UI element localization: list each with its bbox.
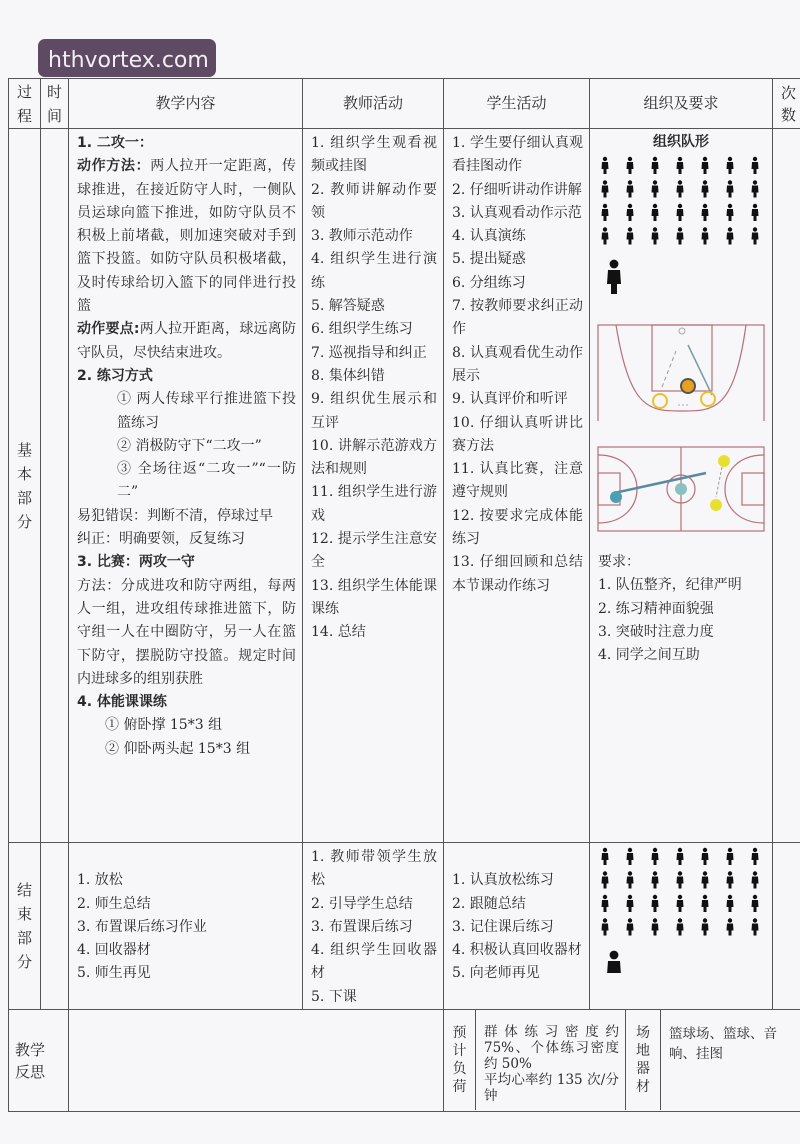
- requirement-item: 2. 练习精神面貌强: [598, 600, 714, 617]
- end-content-item: 1. 放松: [77, 872, 123, 889]
- student-activity-item: 3. 认真观看动作示范: [452, 204, 582, 221]
- student-activity-item: 13. 仔细回顾和总结本节课动作练习: [452, 554, 583, 594]
- student-icon: [752, 895, 759, 912]
- end-content-item: 4. 回收器材: [77, 942, 151, 959]
- reflection-details: [444, 1010, 800, 1112]
- end-content-item: 3. 布置课后练习作业: [77, 918, 207, 935]
- student-activity-item: 1. 学生要仔细认真观看挂图动作: [452, 135, 583, 175]
- student-icon: [602, 895, 609, 912]
- student-icon: [627, 228, 634, 245]
- student-icon: [677, 157, 684, 174]
- content-text: ② 仰卧两头起 15*3 组: [105, 740, 251, 757]
- student-icon: [652, 204, 659, 221]
- end-teacher-item: 1. 教师带领学生放松: [311, 849, 437, 889]
- watermark: hthvortex.com: [38, 39, 216, 77]
- student-icon: [627, 848, 634, 865]
- teacher-activity-item: 5. 解答疑惑: [311, 298, 385, 315]
- student-activity-item: 7. 按教师要求纠正动作: [452, 298, 583, 338]
- student-icon: [652, 181, 659, 198]
- student-icon: [752, 228, 759, 245]
- requirement-item: 4. 同学之间互助: [598, 647, 700, 664]
- end-student-item: 5. 向老师再见: [452, 965, 540, 982]
- student-icon: [702, 204, 709, 221]
- full-court-diagram-icon: [590, 443, 773, 535]
- student-activity-item: 11. 认真比赛，注意遵守规则: [452, 461, 583, 501]
- basic-teacher: [303, 129, 444, 843]
- student-icon: [752, 157, 759, 174]
- header-teacher: 教师活动: [303, 79, 444, 129]
- content-line: [77, 551, 296, 574]
- content-line: [77, 575, 296, 691]
- content-heading: 动作要点:: [77, 321, 140, 338]
- student-icon: [727, 228, 734, 245]
- basic-section-label: 基 本 部 分: [9, 129, 41, 843]
- content-line: [77, 714, 296, 737]
- student-activity-item: 2. 仔细听讲动作讲解: [452, 181, 582, 198]
- end-count: [773, 843, 800, 1010]
- teacher-activity-item: 11. 组织学生进行游戏: [311, 484, 437, 524]
- teacher-icon: [607, 951, 621, 973]
- student-icon: [702, 228, 709, 245]
- student-icon: [652, 228, 659, 245]
- student-icon: [752, 918, 759, 935]
- student-icon: [677, 204, 684, 221]
- end-section-label: 结 束 部 分: [9, 843, 41, 1010]
- end-student-item: 4. 积极认真回收器材: [452, 942, 582, 959]
- half-court-diagram-icon: [590, 321, 773, 421]
- content-text: 易犯错误：判断不清，停球过早: [77, 507, 273, 524]
- end-content-item: 5. 师生再见: [77, 965, 151, 982]
- student-icon: [727, 918, 734, 935]
- equipment-label: 场 地 器 材: [626, 1010, 661, 1110]
- student-icon: [727, 895, 734, 912]
- load-label: 预 计 负 荷: [444, 1010, 476, 1110]
- header-row: [9, 79, 800, 129]
- end-teacher-item: 5. 下课: [311, 988, 357, 1005]
- teacher-icon: [607, 260, 621, 294]
- content-line: [77, 155, 296, 318]
- reflection-row: [9, 1010, 800, 1112]
- teacher-activity-item: 6. 组织学生练习: [311, 321, 413, 338]
- student-icon: [602, 181, 609, 198]
- teacher-activity-item: 7. 巡视指导和纠正: [311, 344, 427, 361]
- content-line: [77, 691, 296, 714]
- content-text: 两人拉开一定距离，传球推进，在接近防守人时，一侧队员运球向篮下推进，如防守队员不积极上前堵截，则加速突破对手到篮下投篮。如防守队员积极堵截，及时传球给切入篮下的同伴进行投篮: [77, 158, 297, 315]
- student-icon: [727, 871, 734, 888]
- student-icon: [602, 157, 609, 174]
- content-text: 2. 练习方式: [77, 367, 153, 384]
- student-icon: [702, 918, 709, 935]
- reflection-label: [9, 1010, 69, 1112]
- content-line: [77, 318, 296, 365]
- student-icon: [602, 228, 609, 245]
- formation-title: 组织队形: [653, 134, 709, 150]
- student-icon: [702, 871, 709, 888]
- header-organization: 组织及要求: [590, 79, 773, 129]
- student-icon: [627, 181, 634, 198]
- content-line: [77, 528, 296, 551]
- student-icon: [702, 157, 709, 174]
- end-student-item: 1. 认真放松练习: [452, 872, 554, 889]
- content-line: [77, 132, 296, 155]
- teacher-activity-item: 8. 集体纠错: [311, 367, 385, 384]
- content-line: [77, 458, 296, 505]
- teacher-activity-item: 12. 提示学生注意安全: [311, 531, 437, 571]
- student-icon: [627, 871, 634, 888]
- content-heading: 动作方法：: [77, 158, 151, 175]
- teacher-activity-item: 3. 教师示范动作: [311, 228, 413, 245]
- student-icon: [602, 848, 609, 865]
- student-icon: [702, 181, 709, 198]
- student-icon: [652, 895, 659, 912]
- formation-diagram: [590, 154, 773, 304]
- student-activity-item: 6. 分组练习: [452, 274, 526, 291]
- end-formation-diagram: [590, 843, 773, 973]
- content-text: 4. 体能课课练: [77, 694, 167, 711]
- teacher-activity-item: 10. 讲解示范游戏方法和规则: [311, 437, 437, 478]
- header-time: 时间: [41, 79, 69, 129]
- content-text: ③ 全场往返“二攻一”“一防二”: [117, 461, 296, 501]
- student-icon: [677, 228, 684, 245]
- end-teacher-item: 3. 布置课后练习: [311, 918, 413, 935]
- basic-content: [69, 129, 303, 843]
- end-teacher: [303, 843, 444, 1010]
- teacher-activity-item: 2. 教师讲解动作要领: [311, 181, 437, 221]
- load-density: 群体练习密度约 75%、个体练习密度约 50%: [484, 1024, 619, 1073]
- student-activity-item: 8. 认真观看优生动作展示: [452, 344, 583, 384]
- lesson-plan-table: [8, 78, 800, 1112]
- end-student: [444, 843, 590, 1010]
- teacher-activity-item: 4. 组织学生进行演练: [311, 251, 437, 291]
- reflection-input[interactable]: [69, 1010, 444, 1112]
- student-icon: [727, 848, 734, 865]
- content-text: ① 俯卧撑 15*3 组: [105, 717, 223, 734]
- student-icon: [652, 848, 659, 865]
- requirement-item: 3. 突破时注意力度: [598, 624, 714, 641]
- content-line: [77, 388, 296, 435]
- student-icon: [627, 204, 634, 221]
- requirements-label: 要求：: [598, 554, 640, 571]
- content-text: 纠正：明确要领，反复练习: [77, 531, 245, 548]
- student-icon: [727, 181, 734, 198]
- teacher-activity-item: 13. 组织学生体能课课练: [311, 577, 437, 617]
- content-line: [77, 505, 296, 528]
- student-activity-item: 9. 认真评价和听评: [452, 391, 568, 408]
- content-text: 3. 比赛：两攻一守: [77, 554, 195, 571]
- student-icon: [627, 895, 634, 912]
- content-text: ② 消极防守下“二攻一”: [117, 437, 262, 454]
- end-organization: [590, 843, 773, 1010]
- student-icon: [727, 204, 734, 221]
- end-student-item: 2. 跟随总结: [452, 895, 526, 912]
- student-icon: [677, 871, 684, 888]
- header-content: 教学内容: [69, 79, 303, 129]
- end-time: [41, 843, 69, 1010]
- content-line: [77, 435, 296, 458]
- basic-organization: [590, 129, 773, 843]
- student-icon: [702, 848, 709, 865]
- student-icon: [627, 918, 634, 935]
- content-text: 两人拉开距离，球远离防守队员，尽快结束进攻。: [77, 321, 297, 361]
- basic-section-row: [9, 129, 800, 843]
- student-activity-item: 5. 提出疑惑: [452, 251, 526, 268]
- student-icon: [727, 157, 734, 174]
- student-icon: [677, 895, 684, 912]
- load-text: [476, 1010, 626, 1110]
- end-teacher-item: 4. 组织学生回收器材: [311, 942, 437, 982]
- equipment-text: 篮球场、篮球、音响、挂图: [669, 1026, 777, 1063]
- content-line: [77, 738, 296, 761]
- student-icon: [677, 181, 684, 198]
- student-icon: [752, 204, 759, 221]
- requirement-item: 1. 队伍整齐，纪律严明: [598, 577, 742, 594]
- student-icon: [602, 204, 609, 221]
- teacher-activity-item: 9. 组织优生展示和互评: [311, 391, 437, 431]
- load-heart-rate: 平均心率约 135 次/分钟: [484, 1072, 619, 1105]
- student-icon: [627, 157, 634, 174]
- student-icon: [752, 848, 759, 865]
- student-icon: [752, 181, 759, 198]
- student-activity-item: 4. 认真演练: [452, 228, 526, 245]
- end-teacher-item: 2. 引导学生总结: [311, 895, 413, 912]
- content-line: [77, 365, 296, 388]
- student-icon: [652, 157, 659, 174]
- teacher-activity-item: 14. 总结: [311, 624, 366, 641]
- content-text: 方法：分成进攻和防守两组，每两人一组，进攻组传球推进篮下，防守组一人在中圈防守，另一人在篮下防守，摆脱防守投篮。规定时间内进球多的组别获胜: [77, 577, 296, 687]
- student-icon: [677, 918, 684, 935]
- content-text: 1. 二攻一：: [77, 135, 153, 151]
- header-process: 过程: [9, 79, 41, 129]
- end-content: [69, 843, 303, 1010]
- student-icon: [702, 895, 709, 912]
- reflection-label-text: 教学反思: [15, 1040, 46, 1081]
- student-icon: [677, 848, 684, 865]
- student-activity-item: 10. 仔细认真听讲比赛方法: [452, 414, 583, 454]
- student-activity-item: 12. 按要求完成体能练习: [452, 507, 583, 548]
- student-icon: [652, 871, 659, 888]
- student-icon: [652, 918, 659, 935]
- header-count: 次数: [773, 79, 800, 129]
- student-icon: [602, 871, 609, 888]
- teacher-activity-item: 1. 组织学生观看视频或挂图: [311, 135, 437, 175]
- basic-time: [41, 129, 69, 843]
- student-icon: [752, 871, 759, 888]
- basic-count: [773, 129, 800, 843]
- end-student-item: 3. 记住课后练习: [452, 918, 554, 935]
- header-student: 学生活动: [444, 79, 590, 129]
- student-icon: [602, 918, 609, 935]
- end-section-row: [9, 843, 800, 1010]
- basic-student: [444, 129, 590, 843]
- content-text: ① 两人传球平行推进篮下投篮练习: [117, 391, 296, 431]
- end-content-item: 2. 师生总结: [77, 895, 151, 912]
